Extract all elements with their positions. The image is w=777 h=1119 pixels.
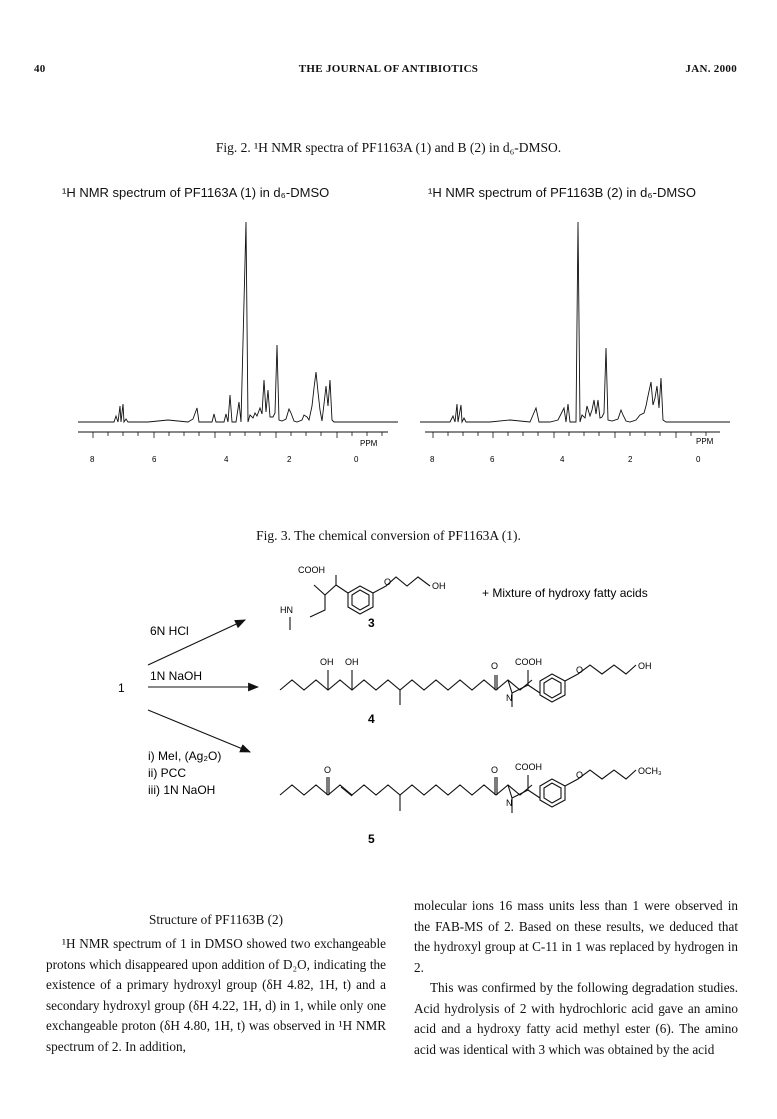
- fig2-caption: Fig. 2. ¹H NMR spectra of PF1163A (1) and B (2) in d₆-DMSO.: [215, 140, 562, 155]
- axis-unit: PPM: [696, 437, 714, 446]
- reagent-step-1: i) MeI, (Ag₂O): [148, 749, 222, 763]
- cpd5-ether-o: O: [576, 770, 584, 780]
- section-title: Structure of PF1163B (2): [149, 912, 283, 927]
- spectrum-trace: [78, 222, 398, 422]
- page-number: 40: [34, 63, 46, 75]
- cpd5-cooh: COOH: [515, 762, 542, 772]
- tick-label-4: 4: [560, 455, 565, 464]
- tick-label-2: 2: [287, 455, 292, 464]
- reagent-1n-naoh: 1N NaOH: [150, 669, 203, 683]
- axis-unit: PPM: [360, 439, 378, 448]
- tick-label-0: 0: [354, 455, 359, 464]
- start-compound-label: 1: [118, 681, 125, 695]
- reaction-scheme: [100, 555, 720, 855]
- nmr-spectrum-left: [78, 210, 398, 480]
- cpd4-oh-3: OH: [638, 661, 652, 671]
- cpd3-hn: HN: [280, 605, 293, 615]
- compound-3-structure: [290, 575, 430, 630]
- cpd3-cooh: COOH: [298, 565, 325, 575]
- left-paragraph: ¹H NMR spectrum of 1 in DMSO showed two exchangeable protons which disappeared upon addition of D₂O, indicating the existence of a primary hydroxyl group (δH 4.82, 1H, t) and a secondary hydroxyl group (δH 4.22, 1H, d) in 1, while only one exchangeable proton (δH 4.80, 1H, t) was observed in ¹H NMR spectrum of 2. In addition,: [46, 936, 386, 1054]
- right-paragraph-2: This was confirmed by the following degradation studies. Acid hydrolysis of 2 with hydrochloric acid gave an amino acid and a hydroxy fatty acid methyl ester (6). The amino acid was identical with 3 which was obtained by the acid: [414, 980, 738, 1057]
- tick-label-4: 4: [224, 455, 229, 464]
- compound-3-label: 3: [368, 616, 375, 630]
- tick-label-8: 8: [90, 455, 95, 464]
- compound-5-label: 5: [368, 832, 375, 846]
- axis-ticks: [93, 432, 382, 438]
- right-column: [414, 896, 738, 1060]
- cpd4-oh-1: OH: [320, 657, 334, 667]
- tick-label-6: 6: [152, 455, 157, 464]
- cpd4-cooh: COOH: [515, 657, 542, 667]
- tick-label-6: 6: [490, 455, 495, 464]
- tick-label-0: 0: [696, 455, 701, 464]
- cpd5-o: O: [324, 765, 332, 775]
- fig3-caption: Fig. 3. The chemical conversion of PF1163A (1).: [256, 528, 521, 543]
- cpd4-oh-2: OH: [345, 657, 359, 667]
- right-paragraph-1: molecular ions 16 mass units less than 1 were observed in the FAB-MS of 2. Based on these results, we deduced that the hydroxyl group at C-11 in 1 was replaced by hydrogen in 2.: [414, 898, 738, 975]
- cpd5-och3: OCH₃: [638, 766, 662, 776]
- nmr-spectrum-right: [420, 210, 730, 480]
- left-column: [46, 912, 386, 1057]
- compound-3-extra: + Mixture of hydroxy fatty acids: [482, 586, 648, 600]
- issue-date: JAN. 2000: [685, 63, 737, 75]
- compound-4-label: 4: [368, 712, 375, 726]
- axis-ticks: [433, 432, 706, 438]
- cpd3-o: O: [384, 577, 392, 587]
- journal-title: THE JOURNAL OF ANTIBIOTICS: [298, 63, 479, 75]
- cpd3-oh: OH: [432, 581, 446, 591]
- cpd4-n: N: [506, 693, 513, 703]
- cpd4-ether-o: O: [576, 665, 584, 675]
- spectrum-trace: [420, 222, 730, 422]
- arrow-to-5: [148, 710, 250, 752]
- reagent-step-3: iii) 1N NaOH: [148, 783, 216, 797]
- reagent-6n-hcl: 6N HCl: [150, 624, 189, 638]
- cpd5-n: N: [506, 798, 513, 808]
- cpd5-o-2: O: [491, 765, 499, 775]
- fig2-right-title: ¹H NMR spectrum of PF1163B (2) in d₆-DMSO: [428, 185, 696, 200]
- tick-label-2: 2: [628, 455, 633, 464]
- fig2-left-title: ¹H NMR spectrum of PF1163A (1) in d₆-DMSO: [62, 185, 330, 200]
- reagent-step-2: ii) PCC: [148, 766, 186, 780]
- tick-label-8: 8: [430, 455, 435, 464]
- left-paragraph-block: [46, 934, 386, 1057]
- cpd4-o: O: [491, 661, 499, 671]
